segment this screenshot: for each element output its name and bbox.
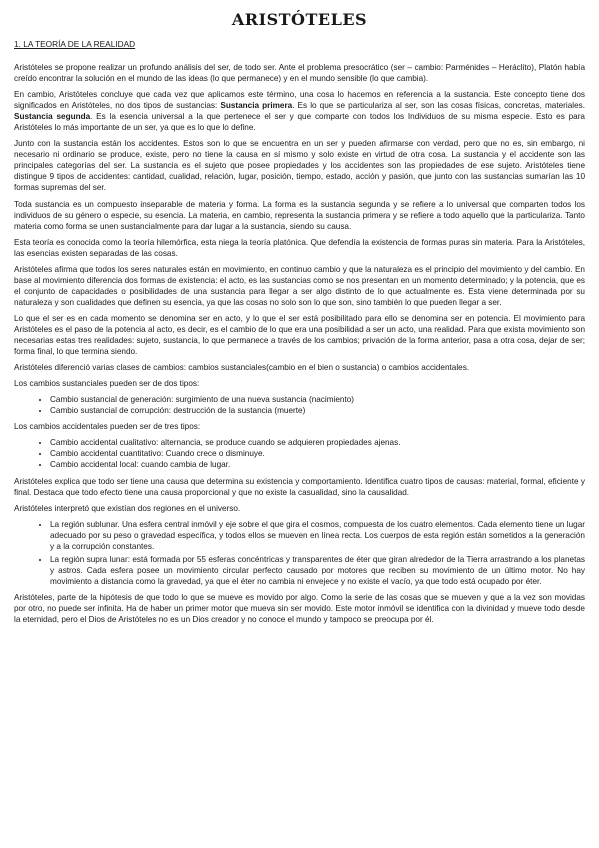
bold-term-second-substance: Sustancia segunda [14,112,91,122]
text-span: . Es la esencia universal a la que pertenece el ser y que comparte con todos los Individuos de su misma especie. Esto es para Aristóteles lo más importante de un ser, ya que es lo que lo define. [14,112,585,133]
paragraph-causes: Aristóteles explica que todo ser tiene una causa que determina su existencia y comportamiento. Identifica cuatro tipos de causas: material, formal, eficiente y final. Destaca que todo efecto tiene una causa proporcional y que no existe la casualidad, sino la causalidad. [14,476,585,497]
paragraph-accidents: Junto con la sustancia están los accidentes. Estos son lo que se encuentra en un ser y pueden afirmarse con verdad, pero que no es, sin embargo, ni necesario ni ordinario se produce, existe, pero no tiene la causa en sí mismo y solo existe en virtud de otra cosa. La sustancia y el accidente son las principales categorías del ser. La sustancia es el sujeto que posee propiedades y los accidentes son las propiedades de ese sujeto. Aristóteles tiene distingue 9 tipos de accidentes: cantidad, cualidad, relación, lugar, posición, tiempo, estado, acción y pasión, que junto con las sustancias sumarían las 10 formas supremas del ser. [14,139,585,193]
paragraph-prime-mover: Aristóteles, parte de la hipótesis de que todo lo que se mueve es movido por algo. Como la serie de las cosas que se mueven y que a la vez son movidas por otro, no puede ser infinita. Ha de haber un primer motor que mueva sin ser movido. Este motor inmóvil se identifica con la divinidad y mueve todo desde la eternidad, pero el Dios de Aristóteles no es un Dios creador y no conoce el mundo y tampoco se preocupa por él. [14,592,585,625]
document-title: ARISTÓTELES [231,10,368,29]
list-item: • Cambio sustancial de corrupción: destrucción de la sustancia (muerte) [50,405,585,416]
list-item: • Cambio accidental cuantitativo: Cuando crece o disminuye. [50,448,585,459]
paragraph-matter-form: Toda sustancia es un compuesto inseparable de materia y forma. La forma es la sustancia segunda y se refiere a lo universal que comparten todos los individuos de su género o especie, su esencia. La materia, en cambio, representa la sustancia primera y se refiere a todo aquello que la particulariza. Tanto materia como forma se unen sustancialmente para dar lugar a la sustancia, siendo su causa. [14,199,585,231]
list-item: • Cambio sustancial de generación: surgimiento de una nueva sustancia (nacimiento) [50,394,585,405]
list-item: • Cambio accidental cualitativo: alternancia, se produce cuando se adquieren propiedades ajenas. [50,437,585,448]
paragraph-act-potency: Lo que el ser es en cada momento se denomina ser en acto, y lo que el ser está posibilitado para ello se denomina ser en potencia. El movimiento para Aristóteles es el paso de la potencia al acto, es decir, es el cambio de lo que era una posibilidad a ser un acto, una realidad. Para que exista movimiento son necesarias estas tres realidades: sujeto, sustancia, lo que permanece a través de los cambios; privación de la forma anterior, pasa a otra cosa, dejar de ser; forma final, lo que termina siendo. [14,313,585,357]
paragraph-substance [14,89,585,133]
paragraph-regions-intro: Aristóteles interpretó que existían dos regiones en el universo. [14,503,241,513]
list-universe-regions [14,519,585,587]
section-heading: 1. LA TEORÍA DE LA REALIDAD [14,39,136,49]
paragraph-change-types: Aristóteles diferenció varias clases de cambios: cambios sustanciales(cambio en el bien o sustancia) o cambios accidentales. [14,363,470,373]
list-accidental-changes [14,437,585,470]
text-span: En cambio, Aristóteles concluye que cada vez que aplicamos este término, una cosa lo hacemos en referencia a la sustancia. Este concepto tiene dos significados en Aristóteles, no dos tipos de sustancias: [14,90,585,111]
paragraph-hylomorphism: Esta teoría es conocida como la teoría hilemórfica, esta niega la teoría platónica. Que defendía la existencia de formas puras sin materia. Para la Aristóteles, las esencias existen separadas de las cosas. [14,237,585,258]
text-span: . Es lo que se particulariza al ser, son las cosas físicas, concretas, materiales. [292,101,585,111]
paragraph-substantial-intro: Los cambios sustanciales pueden ser de dos tipos: [14,379,200,389]
list-item: • Cambio accidental local: cuando cambia de lugar. [50,459,585,470]
paragraph-intro: Aristóteles se propone realizar un profundo análisis del ser, de todo ser. Ante el problema presocrático (ser – cambio: Parménides – Heráclito), Platón había creído encontrar la solución en el mundo de las ideas (lo que permanece) y en el mundo sensible (lo que cambia). [14,63,585,84]
bold-term-first-substance: Sustancia primera [220,101,293,111]
paragraph-accidental-intro: Los cambios accidentales pueden ser de tres tipos: [14,422,201,432]
list-item: • La región supra lunar: está formada por 55 esferas concéntricas y transparentes de éter que giran alrededor de la Tierra arrastrando a los planetas y astros. Cada esfera posee un movimiento circular perfecto causado por motores que reciben su movimiento de un último motor. No hay movimiento a distancia como la gravedad, ya que el éter no cambia ni envejece y no existe el vacío, ya que todo está ocupado por éter. [50,554,585,587]
list-item: • La región sublunar. Una esfera central inmóvil y eje sobre el que gira el cosmos, compuesta de los cuatro elementos. Cada elemento tiene un lugar adecuado por su peso o gravedad específica, y todos ellos se mueven en línea recta. Los cuerpos de esta región están sometidos a la generación y a la corrupción constantes. [50,519,585,552]
list-substantial-changes [14,394,585,416]
paragraph-movement: Aristóteles afirma que todos los seres naturales están en movimiento, en continuo cambio y que la naturaleza es el principio del movimiento y del cambio. En base al movimiento diferencia dos formas de existencia: el acto, es las sustancias como se nos presentan en un momento determinado; y la potencia, que es el conjunto de capacidades o posibilidades de una sustancia para llegar a ser algo distinto de lo que actualmente es. Esta viene determinada por su naturaleza y son cualidades que definen su esencia, ya que las cosas no solo son lo que son, sino también lo que pueden llegar a ser. [14,264,585,307]
